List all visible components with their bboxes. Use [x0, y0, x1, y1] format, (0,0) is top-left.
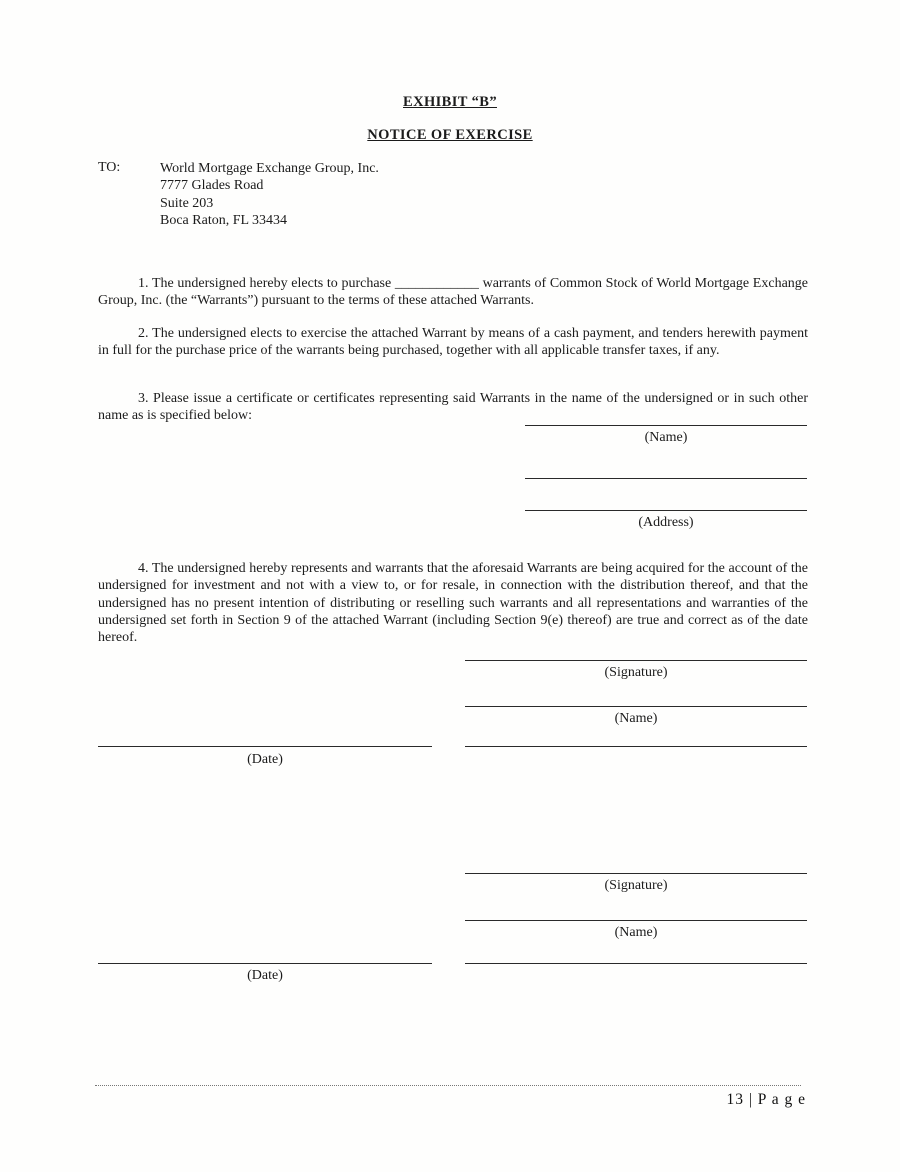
- date-label-1: (Date): [247, 752, 283, 767]
- address-fill-line-1: [525, 478, 807, 479]
- address-line-label: (Address): [638, 515, 694, 530]
- exhibit-title: EXHIBIT “B”: [403, 94, 497, 110]
- date-line-2: [98, 963, 432, 964]
- notice-of-exercise-title: NOTICE OF EXERCISE: [367, 127, 533, 143]
- address-fill-line-2: [525, 510, 807, 511]
- paragraph-4: 4. The undersigned hereby represents and warrants that the aforesaid Warrants are being acquired for the account of the undersigned for investment and not with a view to, or for resale, in connection with the distribution thereof, and that the undersigned has no present intention of distributing or reselling such warrants and all representations and warranties of the undersigned set forth in Section 9 of the attached Warrant (including Section 9(e) thereof) are true and correct as of the date hereof.: [98, 561, 808, 646]
- date-line-1: [98, 746, 432, 747]
- signature-line-2: [465, 873, 807, 874]
- signature-label-1: (Signature): [604, 665, 668, 680]
- recipient-line: Suite 203: [160, 195, 214, 211]
- name-fill-line: [525, 425, 807, 426]
- paragraph-1: 1. The undersigned hereby elects to purchase ____________ warrants of Common Stock of World Mortgage Exchange Group, Inc. (the “Warrants”) pursuant to the terms of these attached Warrants.: [98, 276, 808, 309]
- paragraph-3: 3. Please issue a certificate or certificates representing said Warrants in the name of the undersigned or in such other name as is specified below:: [98, 391, 808, 424]
- recipient-line: World Mortgage Exchange Group, Inc.: [160, 161, 379, 176]
- page-number: 13 | P a g e: [726, 1091, 806, 1108]
- recipient-line: 7777 Glades Road: [160, 178, 264, 194]
- recipient-address: [160, 160, 379, 229]
- counterpart-line-2: [465, 963, 807, 964]
- paragraph-2: 2. The undersigned elects to exercise the attached Warrant by means of a cash payment, and tenders herewith payment in full for the purchase price of the warrants being purchased, together with all applicable transfer taxes, if any.: [98, 326, 808, 359]
- name-line-label: (Name): [644, 430, 688, 445]
- counterpart-line-1: [465, 746, 807, 747]
- signatory-name-label-1: (Name): [614, 711, 658, 726]
- signature-label-2: (Signature): [604, 878, 668, 893]
- signatory-name-line-1: [465, 706, 807, 707]
- signatory-name-line-2: [465, 920, 807, 921]
- footer-divider: [95, 1085, 801, 1086]
- signatory-name-label-2: (Name): [614, 925, 658, 940]
- to-label: TO:: [98, 160, 121, 175]
- recipient-line: Boca Raton, FL 33434: [160, 212, 288, 228]
- signature-line-1: [465, 660, 807, 661]
- date-label-2: (Date): [247, 968, 283, 983]
